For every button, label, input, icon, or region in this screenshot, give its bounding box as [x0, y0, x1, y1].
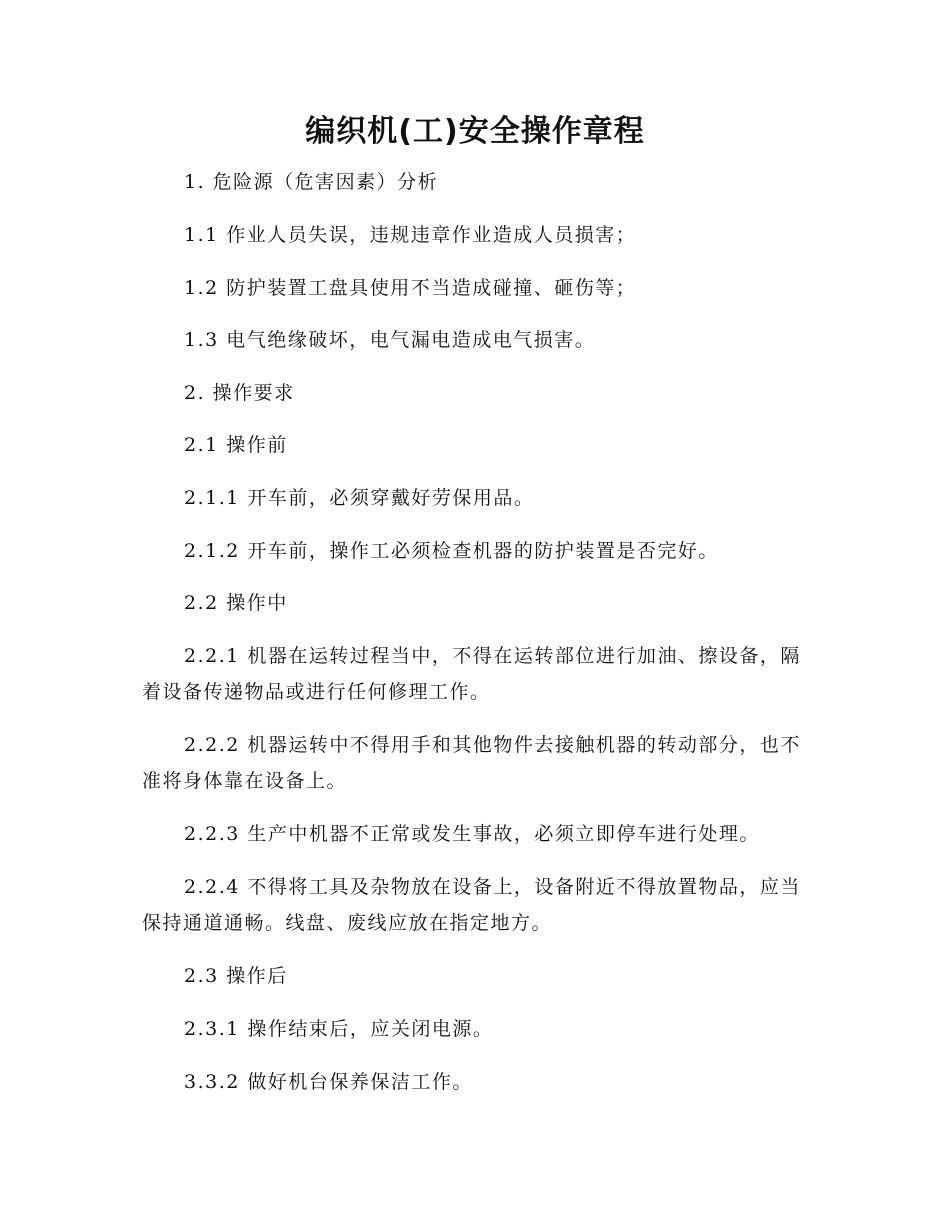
paragraph: 2.2.1 机器在运转过程当中，不得在运转部位进行加油、擦设备，隔着设备传递物品或进行任何修理工作。 [142, 645, 801, 703]
paragraph: 1.1 作业人员失误，违规违章作业造成人员损害； [184, 224, 637, 246]
section-heading: 1. 危险源（危害因素）分析 [184, 171, 439, 193]
subsection-heading: 2.1 操作前 [184, 434, 288, 456]
paragraph: 2.2.3 生产中机器不正常或发生事故，必须立即停车进行处理。 [184, 823, 760, 845]
page-title: 编织机(工)安全操作章程 [305, 114, 645, 149]
section-heading: 2. 操作要求 [184, 382, 295, 404]
paragraph: 3.3.2 做好机台保养保洁工作。 [184, 1071, 473, 1093]
paragraph: 2.2.2 机器运转中不得用手和其他物件去接触机器的转动部分，也不准将身体靠在设备上。 [142, 734, 801, 792]
paragraph: 2.3.1 操作结束后，应关闭电源。 [184, 1018, 494, 1040]
paragraph: 2.1.1 开车前，必须穿戴好劳保用品。 [184, 487, 535, 509]
subsection-heading: 2.2 操作中 [184, 592, 288, 614]
paragraph: 2.1.2 开车前，操作工必须检查机器的防护装置是否完好。 [184, 540, 719, 562]
paragraph: 1.2 防护装置工盘具使用不当造成碰撞、砸伤等； [184, 277, 637, 299]
paragraph: 2.2.4 不得将工具及杂物放在设备上，设备附近不得放置物品，应当保持通道通畅。线盘、废线应放在指定地方。 [142, 876, 801, 934]
paragraph: 1.3 电气绝缘破坏，电气漏电造成电气损害。 [184, 329, 596, 351]
subsection-heading: 2.3 操作后 [184, 965, 288, 987]
